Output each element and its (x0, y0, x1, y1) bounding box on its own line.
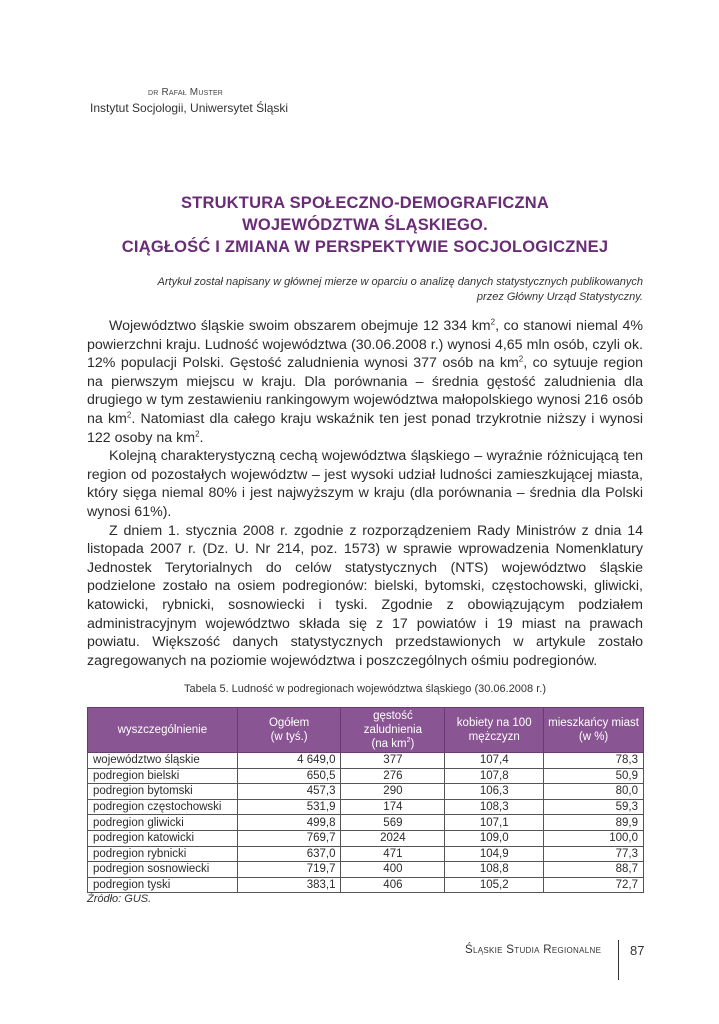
table-row (88, 753, 644, 769)
cell-name: podregion rybnicki (88, 846, 238, 862)
cell-name: podregion tyski (88, 877, 238, 893)
cell-women: 106,3 (445, 784, 544, 800)
cell-urban: 88,7 (544, 862, 644, 878)
cell-women: 107,1 (445, 815, 544, 831)
cell-women: 108,3 (445, 799, 544, 815)
cell-density: 406 (341, 877, 445, 893)
paragraph-1-text-b: , co stanowi niemal 4% powierzchni kraju. Ludność województwa (30.06.2008 r.) wynosi 4,65 mln osób, czyli ok. 12% populacji Polski. Gęstość zaludnienia wynosi 377 osób na km (87, 318, 643, 372)
superscript: 2 (126, 410, 132, 420)
cell-urban: 78,3 (544, 753, 644, 769)
paragraph-1-text-a: Województwo śląskie swoim obszarem obejmuje 12 334 km (109, 318, 491, 334)
paragraph-1-text-c: , co sytuuje region na pierwszym miejscu w kraju. Dla porównania – średnia gęstość zaludnienia dla drugiego w tym zestawieniu rankingowym województwa małopolskiego wynosi 216 osób na km (87, 355, 643, 427)
table-row (88, 877, 644, 893)
cell-women: 107,8 (445, 768, 544, 784)
cell-total: 650,5 (237, 768, 341, 784)
article-body (87, 317, 643, 670)
paragraph-3: Z dniem 1. stycznia 2008 r. zgodnie z rozporządzeniem Rady Ministrów z dnia 14 listopada 2007 r. (Dz. U. Nr 214, poz. 1573) w sprawie wprowadzenia Nomenklatury Jednostek Terytorialnych do celów statystycznych (NTS) województwo śląskie podzielone zostało na osiem podregionów: bielski, bytomski, częstochowski, gliwicki, katowicki, rybnicki, sosnowiecki i tyski. Zgodnie z obowiązującym podziałem administracyjnym województwo składa się z 17 powiatów i 19 miast na prawach powiatu. Większość danych statystycznych przedstawionych w artykule zostało zagregowanych na poziomie województwa i poszczególnych ośmiu podregionów. (87, 522, 643, 669)
note-line-1: Artykuł został napisany w głównej mierze w oparciu o analizę danych statystycznych publikowanych (157, 276, 643, 288)
cell-name: podregion bielski (88, 768, 238, 784)
paragraph-1-text-e: . (199, 429, 204, 446)
cell-women: 109,0 (445, 830, 544, 846)
cell-urban: 80,0 (544, 784, 644, 800)
cell-total: 383,1 (237, 877, 341, 893)
cell-women: 104,9 (445, 846, 544, 862)
superscript: 2 (195, 428, 200, 438)
table-row (88, 862, 644, 878)
superscript: 2 (490, 317, 496, 327)
cell-name: podregion gliwicki (88, 815, 238, 831)
journal-name: Śląskie Studia Regionalne (465, 944, 602, 956)
header-urban-share: mieszkańcy miast (w %) (544, 708, 644, 753)
table-row (88, 784, 644, 800)
cell-total: 531,9 (237, 799, 341, 815)
header-density: gęstość zaludnienia (na $km^2$) (341, 708, 445, 753)
cell-density: 377 (341, 753, 445, 769)
cell-name: podregion katowicki (88, 830, 238, 846)
cell-total: 719,7 (237, 862, 341, 878)
cell-total: 499,8 (237, 815, 341, 831)
cell-total: 4 649,0 (237, 753, 341, 769)
header-total: Ogółem (w tyś.) (237, 708, 341, 753)
cell-urban: 50,9 (544, 768, 644, 784)
page-number: 87 (630, 943, 645, 958)
table-source: Źródło: GUS. (87, 893, 152, 905)
cell-density: 471 (341, 846, 445, 862)
cell-total: 457,3 (237, 784, 341, 800)
cell-density: 2024 (341, 830, 445, 846)
table-header-row (88, 708, 644, 753)
cell-total: 769,7 (237, 830, 341, 846)
cell-women: 105,2 (445, 877, 544, 893)
cell-density: 569 (341, 815, 445, 831)
title-line-3: CIĄGŁOŚĆ I ZMIANA W PERSPEKTYWIE SOCJOLOGICZNEJ (121, 238, 609, 256)
table-caption: Tabela 5. Ludność w podregionach województwa śląskiego (30.06.2008 r.) (183, 683, 546, 695)
footer-divider (618, 940, 619, 980)
cell-urban: 72,7 (544, 877, 644, 893)
cell-urban: 59,3 (544, 799, 644, 815)
population-table (87, 707, 644, 893)
cell-density: 174 (341, 799, 445, 815)
title-line-1: STRUKTURA SPOŁECZNO-DEMOGRAFICZNA (180, 194, 550, 212)
cell-total: 637,0 (237, 846, 341, 862)
author-affiliation: Instytut Socjologii, Uniwersytet Śląski (90, 101, 289, 115)
cell-density: 290 (341, 784, 445, 800)
note-line-2: przez Główny Urząd Statystyczny. (476, 291, 643, 303)
superscript: 2 (518, 354, 524, 364)
cell-women: 108,8 (445, 862, 544, 878)
cell-urban: 100,0 (544, 830, 644, 846)
paragraph-1-text-d: . Natomiast dla całego kraju wskaźnik ten jest ponad trzykrotnie niższy i wynosi 122 osoby na km (87, 410, 643, 446)
table-row (88, 830, 644, 846)
header-description: wyszczególnienie (88, 708, 238, 753)
table-row (88, 815, 644, 831)
table-row (88, 846, 644, 862)
cell-density: 400 (341, 862, 445, 878)
cell-name: województwo śląskie (88, 753, 238, 769)
cell-name: podregion częstochowski (88, 799, 238, 815)
paragraph-2: Kolejną charakterystyczną cechą województwa śląskiego – wyraźnie różnicującą ten region od pozostałych województw – jest wysoki udział ludności zamieszkującej miasta, który sięga niemal 80% i jest najwyższym w kraju (dla porównania – średnia dla Polski wynosi 61%). (87, 448, 643, 520)
table-row (88, 799, 644, 815)
cell-women: 107,4 (445, 753, 544, 769)
paragraph-1 (87, 317, 643, 447)
cell-name: podregion bytomski (88, 784, 238, 800)
cell-name: podregion sosnowiecki (88, 862, 238, 878)
cell-density: 276 (341, 768, 445, 784)
table-row (88, 768, 644, 784)
title-line-2: WOJEWÓDZTWA ŚLĄSKIEGO. (242, 216, 488, 234)
cell-urban: 77,3 (544, 846, 644, 862)
author-name: dr Rafał Muster (148, 87, 224, 98)
cell-urban: 89,9 (544, 815, 644, 831)
article-title (90, 192, 640, 258)
header-women-ratio: kobiety na 100 mężczyzn (445, 708, 544, 753)
article-note (90, 275, 643, 305)
